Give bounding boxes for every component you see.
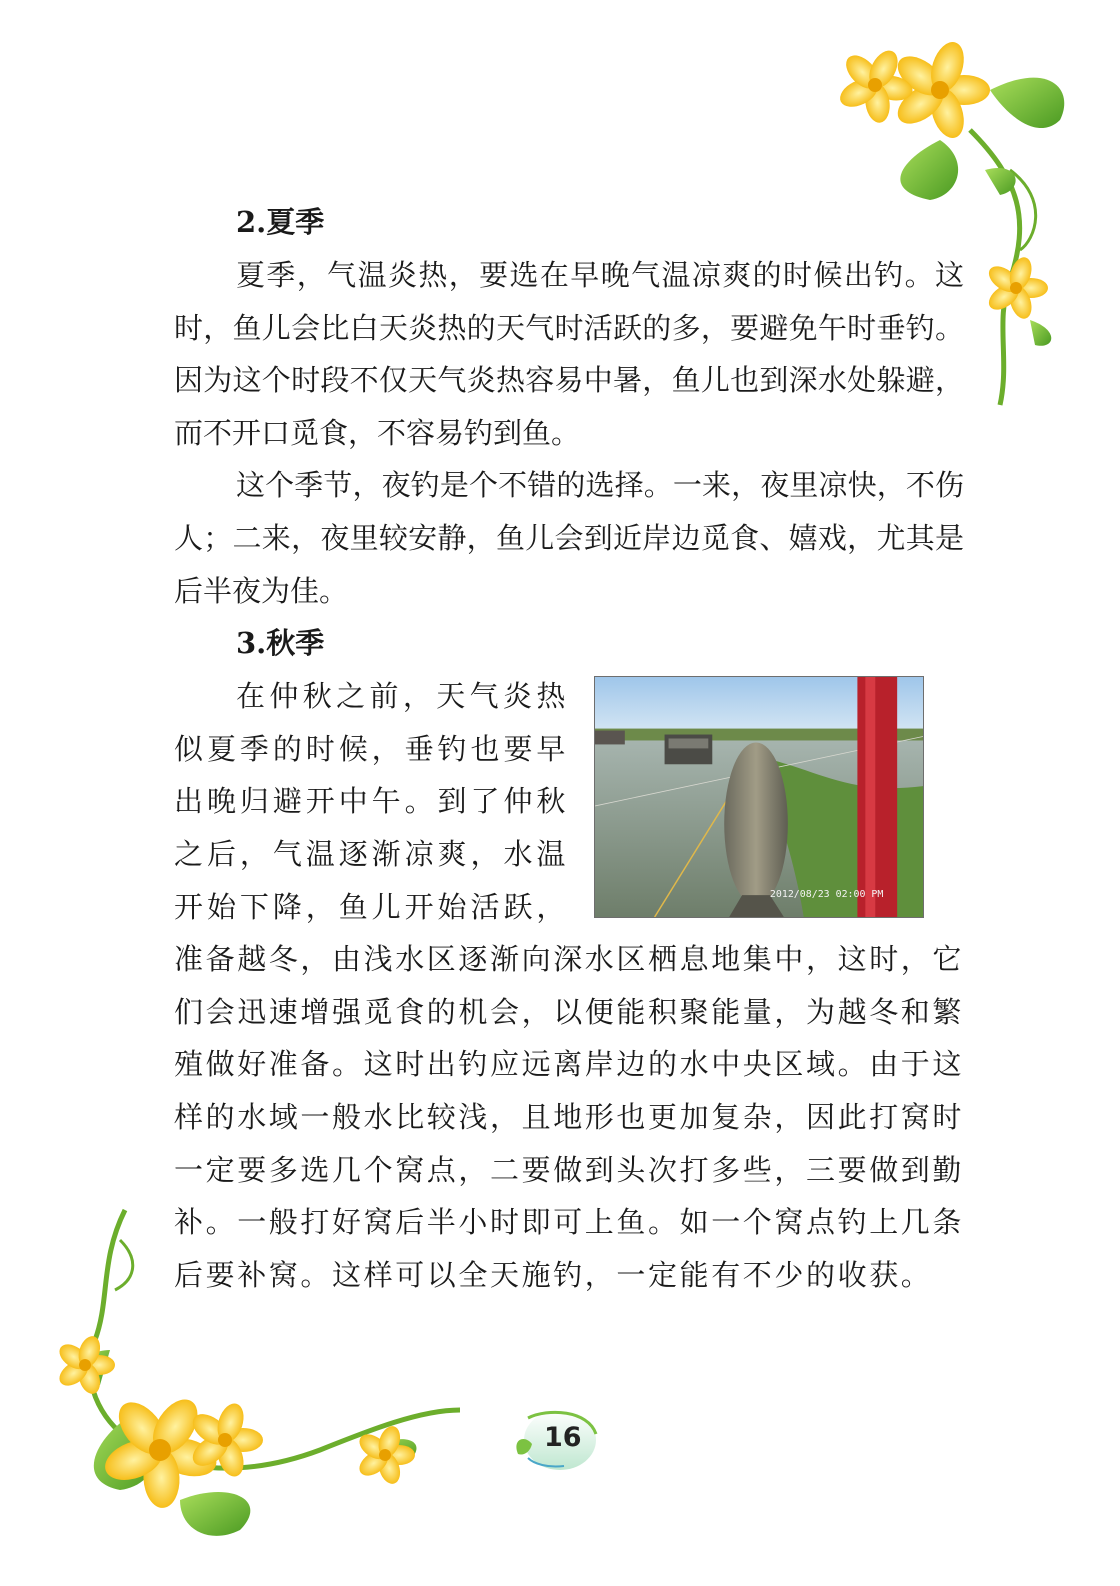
page-number-badge [508,1404,608,1474]
page-content [174,196,964,1301]
paragraph-autumn-1: 在仲秋之前，天气炎热似夏季的时候，垂钓也要早出晚归避开中午。到了仲秋之后，气温逐渐凉爽，水温开始下降，鱼儿开始活跃，准备越冬，由浅水区逐渐向深水区栖息地集中，这时，它们会迅速增强觅食的机会，以便能积聚能量，为越冬和繁殖做好准备。这时出钓应远离岸边的水中央区域。由于这样的水域一般水比较浅，且地形也更加复杂，因此打窝时一定要多选几个窝点，二要做到头次打多些，三要做到勤补。一般打好窝后半小时即可上鱼。如一个窝点钓上几条后要补窝。这样可以全天施钓，一定能有不少的收获。 [174,679,965,1292]
fish-photo [594,676,924,918]
flower-icon [984,254,1048,321]
section-heading-autumn: 3.秋季 [236,626,325,661]
page-number: 16 [544,1422,582,1453]
flower-icon [55,1333,115,1396]
autumn-section [174,670,964,1301]
paragraph-summer-2: 这个季节，夜钓是个不错的选择。一来，夜里凉快，不伤人；二来，夜里较安静，鱼儿会到近岸边觅食、嬉戏，尤其是后半夜为佳。 [174,468,964,608]
paragraph-summer-1: 夏季，气温炎热，要选在早晚气温凉爽的时候出钓。这时，鱼儿会比白天炎热的天气时活跃的多，要避免午时垂钓。因为这个时段不仅天气炎热容易中暑，鱼儿也到深水处躲避，而不开口觅食，不容易钓到鱼。 [174,258,964,450]
section-heading-summer: 2.夏季 [236,205,325,239]
photo-timestamp: 2012/08/23 02:00 PM [769,889,884,901]
